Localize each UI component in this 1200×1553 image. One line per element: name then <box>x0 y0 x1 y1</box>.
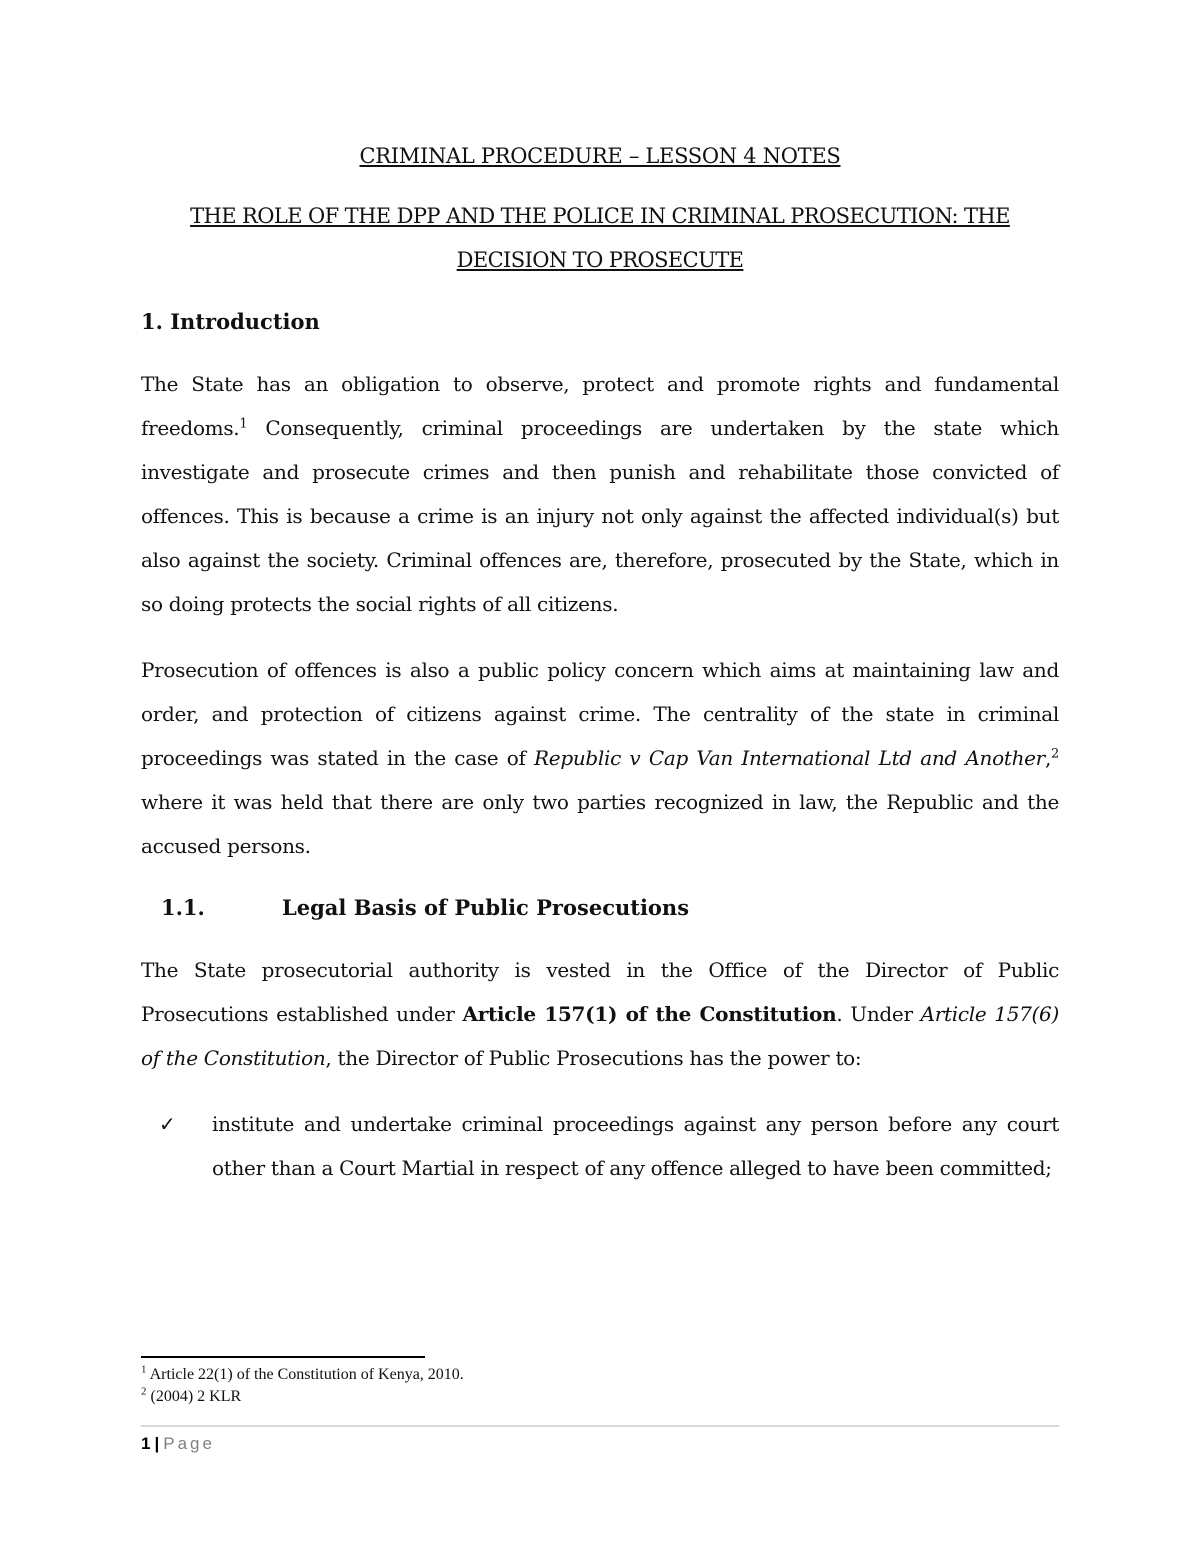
footnote-1-text: Article 22(1) of the Constitution of Kenya, 2010. <box>149 1366 464 1383</box>
page-number: 1 <box>141 1434 151 1453</box>
document-body <box>141 138 1059 1190</box>
paragraph-3-text-b: . Under <box>836 1002 921 1026</box>
section-heading-introduction: 1. Introduction <box>141 309 320 334</box>
footnote-divider <box>141 1356 425 1358</box>
footnote-ref-2[interactable]: 2 <box>1051 746 1059 762</box>
page-label: Page <box>163 1434 215 1453</box>
section-number: 1.1. <box>161 895 205 920</box>
paragraph-2-text-a: Prosecution of offences is also a public policy concern which aims at maintaining law and order, and protection of citizens against crime. The centrality of the state in criminal proceedings was stated in the case of <box>141 658 1059 770</box>
footer-divider <box>141 1425 1059 1427</box>
section-heading-legal-basis <box>141 890 1059 926</box>
paragraph-1-text-b: Consequently, criminal proceedings are undertaken by the state which investigate and prosecute crimes and then punish and rehabilitate those convicted of offences. This is because a crime is an injury not only against the affected individual(s) but also against the society. Criminal offences are, therefore, prosecuted by the State, which in so doing protects the social rights of all citizens. <box>141 416 1059 616</box>
paragraph-2-text-b: where it was held that there are only two parties recognized in law, the Republic and the accused persons. <box>141 790 1059 858</box>
footnote-2-number: 2 <box>141 1385 147 1398</box>
article-157-1-ref: Article 157(1) of the Constitution <box>462 1002 837 1026</box>
paragraph-3-text-a: The State prosecutorial authority is vested in the Office of the Director of Public Prosecutions established under <box>141 958 1059 1026</box>
document-subtitle <box>141 194 1059 282</box>
paragraph-3-text-c: , the Director of Public Prosecutions has the power to: <box>325 1046 862 1070</box>
footer-separator: | <box>154 1434 160 1453</box>
paragraph-3 <box>141 948 1059 1080</box>
footnotes <box>141 1364 464 1408</box>
checkmark-icon: ✓ <box>159 1112 176 1136</box>
section-title: Legal Basis of Public Prosecutions <box>282 895 690 920</box>
footnote-ref-1[interactable]: 1 <box>239 416 248 432</box>
subtitle-line-2: DECISION TO PROSECUTE <box>456 248 744 272</box>
list-item-text: institute and undertake criminal proceedings against any person before any court other than a Court Martial in respect of any offence alleged to have been committed; <box>212 1112 1059 1180</box>
footnote-1-number: 1 <box>141 1363 147 1376</box>
paragraph-2-comma: , <box>1044 746 1052 770</box>
paragraph-2 <box>141 648 1059 868</box>
footnote-2-text: (2004) 2 KLR <box>150 1388 242 1405</box>
paragraph-1 <box>141 362 1059 626</box>
article-157-6-ref: Article 157(6) of the Constitution <box>141 1002 1059 1070</box>
paragraph-1-text-a: The State has an obligation to observe, protect and promote rights and fundamental freedoms. <box>141 372 1059 440</box>
page-footer <box>141 1432 215 1456</box>
subtitle-line-1: THE ROLE OF THE DPP AND THE POLICE IN CRIMINAL PROSECUTION: THE <box>190 204 1010 228</box>
case-name: Republic v Cap Van International Ltd and Another <box>534 746 1045 770</box>
list-item <box>141 1102 1059 1190</box>
document-title: CRIMINAL PROCEDURE – LESSON 4 NOTES <box>359 144 841 168</box>
footnote-2 <box>141 1386 464 1408</box>
footnote-1 <box>141 1364 464 1386</box>
